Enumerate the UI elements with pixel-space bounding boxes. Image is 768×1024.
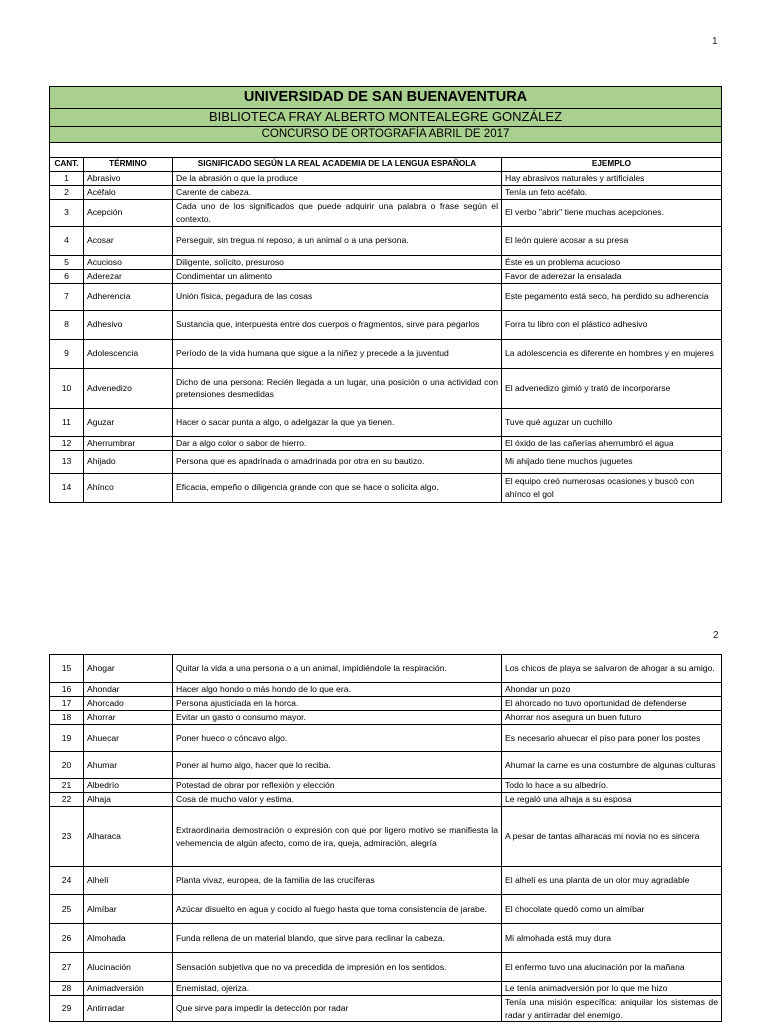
table-row [50,793,722,807]
table-row [50,473,722,502]
row-number: 4 [50,226,84,255]
term-cell: Animadversión [84,982,173,996]
meaning-cell: Sustancia que, interpuesta entre dos cuerpos o fragmentos, sirve para pegarlos [173,310,502,339]
term-cell: Ahorrar [84,711,173,725]
meaning-cell: Perseguir, sin tregua ni reposo, a un animal o a una persona. [173,226,502,255]
example-cell: A pesar de tantas alharacas mi novia no es sincera [502,807,722,867]
term-cell: Aherrumbrar [84,436,173,450]
term-cell: Almíbar [84,895,173,924]
example-cell: Ahorrar nos asegura un buen futuro [502,711,722,725]
column-header-meaning: SIGNIFICADO SEGÚN LA REAL ACADEMIA DE LA LENGUA ESPAÑOLA [173,158,502,172]
table-row [50,982,722,996]
row-number: 27 [50,953,84,982]
row-number: 13 [50,450,84,473]
row-number: 20 [50,752,84,779]
example-cell: La adolescencia es diferente en hombres y en mujeres [502,339,722,368]
example-cell: El advenedizo gimió y trató de incorporarse [502,368,722,408]
meaning-cell: Sensación subjetiva que no va precedida de impresión en los sentidos. [173,953,502,982]
term-cell: Ahorcado [84,697,173,711]
term-cell: Alhaja [84,793,173,807]
meaning-cell: Potestad de obrar por reflexión y elección [173,779,502,793]
table-row [50,711,722,725]
row-number: 25 [50,895,84,924]
term-cell: Advenedizo [84,368,173,408]
meaning-cell: Cosa de mucho valor y estima. [173,793,502,807]
example-cell: El enfermo tuvo una alucinación por la mañana [502,953,722,982]
row-number: 5 [50,255,84,269]
term-cell: Almohada [84,924,173,953]
term-cell: Adherencia [84,283,173,310]
meaning-cell: Condimentar un alimento [173,269,502,283]
meaning-cell: Eficacia, empeño o diligencia grande con que se hace o solicita algo. [173,473,502,502]
term-cell: Antirradar [84,996,173,1022]
row-number: 29 [50,996,84,1022]
library-title: BIBLIOTECA FRAY ALBERTO MONTEALEGRE GONZÁLEZ [50,109,722,127]
meaning-cell: Unión física, pegadura de las cosas [173,283,502,310]
row-number: 17 [50,697,84,711]
term-cell: Adhesivo [84,310,173,339]
table-row [50,953,722,982]
term-cell: Abrasivo [84,171,173,185]
row-number: 1 [50,171,84,185]
row-number: 3 [50,199,84,226]
term-cell: Alhelí [84,867,173,895]
term-cell: Ahínco [84,473,173,502]
university-title: UNIVERSIDAD DE SAN BUENAVENTURA [50,87,722,109]
table-row [50,924,722,953]
example-cell: Mi ahijado tiene muchos juguetes [502,450,722,473]
term-cell: Acepción [84,199,173,226]
term-cell: Acucioso [84,255,173,269]
meaning-cell: Evitar un gasto o consumo mayor. [173,711,502,725]
row-number: 8 [50,310,84,339]
meaning-cell: Carente de cabeza. [173,185,502,199]
meaning-cell: Persona que es apadrinada o amadrinada por otra en su bautizo. [173,450,502,473]
row-number: 7 [50,283,84,310]
example-cell: Tenía una misión específica: aniquilar los sistemas de radar y antirradar del enemigo. [502,996,722,1022]
term-cell: Acéfalo [84,185,173,199]
blank-row [50,143,722,158]
table-row [50,199,722,226]
table-row [50,408,722,436]
example-cell: Mi almohada está muy dura [502,924,722,953]
table-row [50,895,722,924]
row-number: 2 [50,185,84,199]
example-cell: Es necesario ahuecar el piso para poner los postes [502,725,722,752]
table-row [50,171,722,185]
row-number: 21 [50,779,84,793]
example-cell: Ahumar la carne es una costumbre de algunas culturas [502,752,722,779]
table-row [50,339,722,368]
example-cell: El ahorcado no tuvo oportunidad de defenderse [502,697,722,711]
term-cell: Alharaca [84,807,173,867]
table-row [50,269,722,283]
column-header-term: TÉRMINO [84,158,173,172]
row-number: 14 [50,473,84,502]
example-cell: Ahondar un pozo [502,683,722,697]
table-row [50,226,722,255]
table-row [50,752,722,779]
meaning-cell: Dicho de una persona: Recién llegada a un lugar, una posición o una actividad con pretensiones desmedidas [173,368,502,408]
row-number: 28 [50,982,84,996]
column-header-example: EJEMPLO [502,158,722,172]
row-number: 24 [50,867,84,895]
meaning-cell: Que sirve para impedir la detección por radar [173,996,502,1022]
table-row [50,436,722,450]
contest-title: CONCURSO DE ORTOGRAFÍA ABRIL DE 2017 [50,127,722,143]
term-cell: Ahumar [84,752,173,779]
meaning-cell: Quitar la vida a una persona o a un animal, impidiéndole la respiración. [173,655,502,683]
table-row [50,283,722,310]
term-cell: Alucinación [84,953,173,982]
example-cell: El león quiere acosar a su presa [502,226,722,255]
example-cell: Los chicos de playa se salvaron de ahogar a su amigo. [502,655,722,683]
meaning-cell: Enemistad, ojeriza. [173,982,502,996]
page-number: 1 [712,36,718,47]
term-cell: Ahogar [84,655,173,683]
row-number: 10 [50,368,84,408]
table-row [50,655,722,683]
example-cell: El óxido de las cañerías aherrumbró el agua [502,436,722,450]
term-cell: Acosar [84,226,173,255]
table-row [50,697,722,711]
row-number: 22 [50,793,84,807]
meaning-cell: Dar a algo color o sabor de hierro. [173,436,502,450]
meaning-cell: Poner al humo algo, hacer que lo reciba. [173,752,502,779]
meaning-cell: Poner hueco o cóncavo algo. [173,725,502,752]
table-row [50,683,722,697]
term-cell: Aguzar [84,408,173,436]
table-row [50,310,722,339]
table-row [50,368,722,408]
row-number: 16 [50,683,84,697]
example-cell: Todo lo hace a su albedrío. [502,779,722,793]
meaning-cell: Cada uno de los significados que puede adquirir una palabra o frase según el contexto. [173,199,502,226]
table-row [50,779,722,793]
term-cell: Ahijado [84,450,173,473]
example-cell: Éste es un problema acucioso [502,255,722,269]
row-number: 15 [50,655,84,683]
page-number: 2 [713,630,719,641]
example-cell: Tenía un feto acéfalo. [502,185,722,199]
term-cell: Albedrío [84,779,173,793]
table-row [50,867,722,895]
meaning-cell: Hacer o sacar punta a algo, o adelgazar la que ya tienen. [173,408,502,436]
meaning-cell: Planta vivaz, europea, de la familia de las crucíferas [173,867,502,895]
table-row [50,255,722,269]
example-cell: Tuve qué aguzar un cuchillo [502,408,722,436]
table-row [50,725,722,752]
example-cell: Hay abrasivos naturales y artificiales [502,171,722,185]
example-cell: El chocolate quedó como un almíbar [502,895,722,924]
column-header-count: CANT. [50,158,84,172]
table-row [50,807,722,867]
table-row [50,996,722,1022]
example-cell: Le tenía animadversión por lo que me hizo [502,982,722,996]
example-cell: Le regaló una alhaja a su esposa [502,793,722,807]
meaning-cell: Funda rellena de un material blando, que sirve para reclinar la cabeza. [173,924,502,953]
term-cell: Aderezar [84,269,173,283]
meaning-cell: Azúcar disuelto en agua y cocido al fuego hasta que toma consistencia de jarabe. [173,895,502,924]
term-cell: Ahuecar [84,725,173,752]
meaning-cell: De la abrasión o que la produce [173,171,502,185]
example-cell: El equipo creó numerosas ocasiones y buscó con ahínco el gol [502,473,722,502]
row-number: 12 [50,436,84,450]
row-number: 11 [50,408,84,436]
term-cell: Adolescencia [84,339,173,368]
term-cell: Ahondar [84,683,173,697]
table-row [50,450,722,473]
spelling-contest-table-page-1 [49,86,722,503]
spelling-contest-table-page-2 [49,654,722,1022]
example-cell: Favor de aderezar la ensalada [502,269,722,283]
meaning-cell: Persona ajusticiada en la horca. [173,697,502,711]
example-cell: El alhelí es una planta de un olor muy agradable [502,867,722,895]
row-number: 19 [50,725,84,752]
meaning-cell: Hacer algo hondo o más hondo de lo que era. [173,683,502,697]
example-cell: Este pegamento está seco, ha perdido su adherencia [502,283,722,310]
example-cell: Forra tu libro con el plástico adhesivo [502,310,722,339]
row-number: 6 [50,269,84,283]
row-number: 23 [50,807,84,867]
example-cell: El verbo "abrir" tiene muchas acepciones. [502,199,722,226]
row-number: 26 [50,924,84,953]
row-number: 9 [50,339,84,368]
meaning-cell: Diligente, solícito, presuroso [173,255,502,269]
meaning-cell: Extraordinaria demostración o expresión con que por ligero motivo se manifiesta la vehemencia de algún afecto, como de ira, queja, admiración, alegría [173,807,502,867]
table-row [50,185,722,199]
row-number: 18 [50,711,84,725]
meaning-cell: Período de la vida humana que sigue a la niñez y precede a la juventud [173,339,502,368]
